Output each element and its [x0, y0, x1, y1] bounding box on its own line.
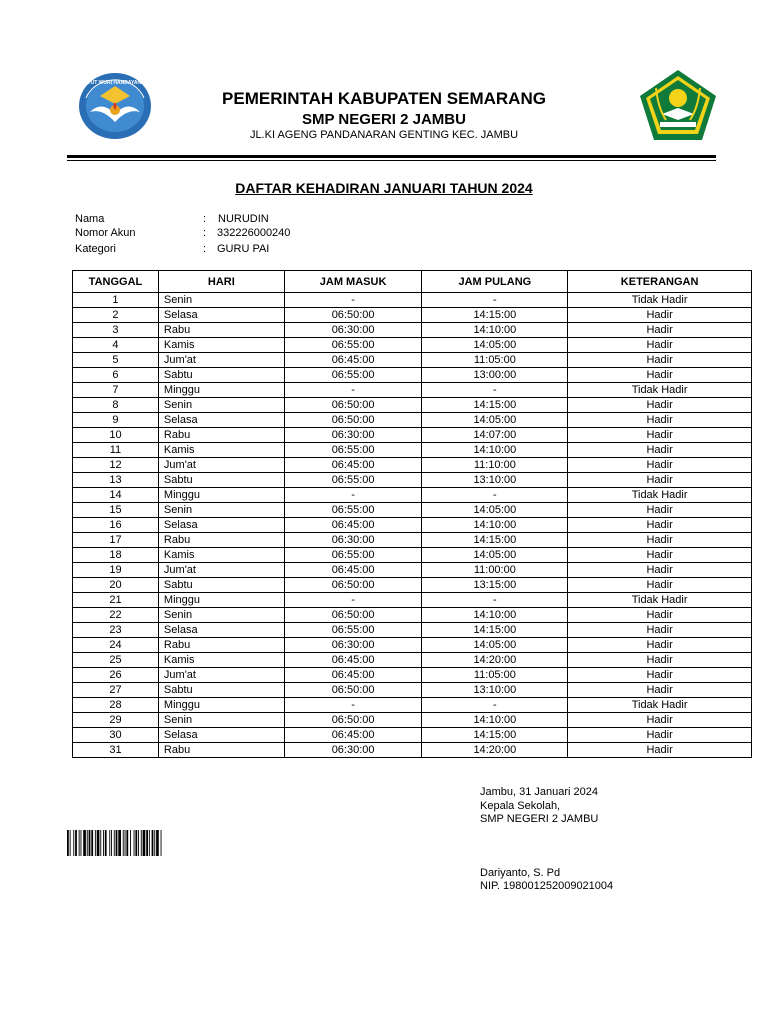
cell-keterangan: Hadir — [568, 338, 752, 353]
table-row — [73, 728, 752, 743]
cell-keterangan: Hadir — [568, 368, 752, 383]
cell-keterangan: Hadir — [568, 458, 752, 473]
cell-jam-pulang: 11:10:00 — [422, 458, 568, 473]
cell-keterangan: Hadir — [568, 323, 752, 338]
sign-name: Dariyanto, S. Pd — [480, 867, 561, 879]
cell-hari: Jum'at — [158, 668, 284, 683]
cell-keterangan: Hadir — [568, 413, 752, 428]
cell-jam-masuk: 06:55:00 — [284, 503, 422, 518]
cell-tanggal: 21 — [73, 593, 159, 608]
sign-place-date: Jambu, 31 Januari 2024 — [480, 786, 599, 798]
cell-keterangan: Hadir — [568, 608, 752, 623]
cell-jam-pulang: 14:10:00 — [422, 713, 568, 728]
cell-tanggal: 17 — [73, 533, 159, 548]
barcode-bar — [123, 830, 124, 856]
barcode-bar — [109, 830, 110, 856]
cell-keterangan: Tidak Hadir — [568, 488, 752, 503]
barcode-bar — [89, 830, 91, 856]
table-row — [73, 428, 752, 443]
cell-jam-masuk: - — [284, 488, 422, 503]
cell-jam-masuk: 06:55:00 — [284, 623, 422, 638]
cell-hari: Selasa — [158, 623, 284, 638]
cell-hari: Rabu — [158, 323, 284, 338]
cell-jam-pulang: 14:15:00 — [422, 308, 568, 323]
cell-keterangan: Hadir — [568, 578, 752, 593]
barcode-bar — [118, 830, 121, 856]
cell-hari: Senin — [158, 293, 284, 308]
barcode-bar — [100, 830, 101, 856]
barcode-bar — [130, 830, 131, 856]
document-title: DAFTAR KEHADIRAN JANUARI TAHUN 2024 — [235, 180, 533, 196]
cell-hari: Minggu — [158, 488, 284, 503]
cell-keterangan: Hadir — [568, 443, 752, 458]
cell-jam-masuk: 06:50:00 — [284, 578, 422, 593]
cell-keterangan: Hadir — [568, 503, 752, 518]
cell-jam-masuk: 06:50:00 — [284, 398, 422, 413]
table-row — [73, 398, 752, 413]
cell-jam-masuk: 06:30:00 — [284, 428, 422, 443]
barcode-bar — [97, 830, 100, 856]
table-row — [73, 698, 752, 713]
barcode-bar — [125, 830, 126, 856]
table-row — [73, 608, 752, 623]
cell-keterangan: Hadir — [568, 743, 752, 758]
table-row — [73, 713, 752, 728]
barcode-icon — [67, 830, 194, 856]
cell-jam-pulang: 14:10:00 — [422, 518, 568, 533]
account-row — [75, 226, 290, 240]
svg-text:TUT WURI HANDAYANI: TUT WURI HANDAYANI — [87, 80, 143, 86]
cell-keterangan: Hadir — [568, 533, 752, 548]
cell-tanggal: 7 — [73, 383, 159, 398]
table-row — [73, 443, 752, 458]
cell-tanggal: 14 — [73, 488, 159, 503]
cell-jam-pulang: 14:20:00 — [422, 653, 568, 668]
cell-jam-pulang: 13:10:00 — [422, 473, 568, 488]
barcode-bar — [152, 830, 154, 856]
table-body — [73, 293, 752, 758]
cell-hari: Senin — [158, 713, 284, 728]
cell-jam-masuk: 06:45:00 — [284, 668, 422, 683]
cell-jam-pulang: 13:10:00 — [422, 683, 568, 698]
cell-hari: Rabu — [158, 638, 284, 653]
table-row — [73, 383, 752, 398]
barcode-bar — [138, 830, 139, 856]
barcode-bar — [143, 830, 146, 856]
cell-tanggal: 29 — [73, 713, 159, 728]
cell-jam-pulang: 14:15:00 — [422, 728, 568, 743]
table-row — [73, 533, 752, 548]
barcode-bar — [105, 830, 107, 856]
barcode-bar — [161, 830, 162, 856]
cell-jam-pulang: 11:05:00 — [422, 668, 568, 683]
barcode-bar — [126, 830, 128, 856]
cell-jam-masuk: 06:50:00 — [284, 713, 422, 728]
cell-hari: Sabtu — [158, 473, 284, 488]
header-jam-masuk: JAM MASUK — [284, 271, 422, 293]
cell-keterangan: Hadir — [568, 548, 752, 563]
cell-hari: Selasa — [158, 728, 284, 743]
cell-tanggal: 5 — [73, 353, 159, 368]
cell-tanggal: 30 — [73, 728, 159, 743]
name-label: Nama — [75, 213, 105, 225]
cell-tanggal: 23 — [73, 623, 159, 638]
header-hari: HARI — [158, 271, 284, 293]
cell-jam-pulang: - — [422, 383, 568, 398]
table-row — [73, 458, 752, 473]
cell-hari: Kamis — [158, 443, 284, 458]
government-title: PEMERINTAH KABUPATEN SEMARANG — [222, 89, 546, 108]
cell-hari: Jum'at — [158, 353, 284, 368]
cell-keterangan: Hadir — [568, 683, 752, 698]
cell-keterangan: Hadir — [568, 398, 752, 413]
cell-hari: Minggu — [158, 593, 284, 608]
cell-keterangan: Hadir — [568, 653, 752, 668]
cell-hari: Selasa — [158, 413, 284, 428]
cell-jam-masuk: 06:45:00 — [284, 728, 422, 743]
cell-jam-pulang: - — [422, 293, 568, 308]
barcode-bar — [91, 830, 93, 856]
cell-tanggal: 18 — [73, 548, 159, 563]
attendance-table — [72, 270, 752, 758]
cell-keterangan: Hadir — [568, 428, 752, 443]
cell-keterangan: Hadir — [568, 563, 752, 578]
table-row — [73, 338, 752, 353]
barcode-bar — [146, 830, 148, 856]
sign-role: Kepala Sekolah, — [480, 800, 561, 812]
cell-jam-masuk: 06:30:00 — [284, 323, 422, 338]
cell-jam-pulang: - — [422, 698, 568, 713]
barcode-bar — [87, 830, 88, 856]
sign-school: SMP NEGERI 2 JAMBU — [480, 813, 599, 825]
table-row — [73, 668, 752, 683]
cell-jam-masuk: 06:50:00 — [284, 413, 422, 428]
cell-hari: Kamis — [158, 653, 284, 668]
barcode-bar — [116, 830, 118, 856]
cell-tanggal: 3 — [73, 323, 159, 338]
cell-keterangan: Hadir — [568, 308, 752, 323]
cell-jam-masuk: 06:55:00 — [284, 443, 422, 458]
cell-jam-masuk: 06:30:00 — [284, 743, 422, 758]
cell-keterangan: Hadir — [568, 518, 752, 533]
barcode-bar — [75, 830, 77, 856]
cell-jam-pulang: 14:15:00 — [422, 533, 568, 548]
cell-jam-pulang: 14:10:00 — [422, 323, 568, 338]
cell-jam-masuk: 06:45:00 — [284, 563, 422, 578]
table-row — [73, 353, 752, 368]
name-separator: : — [203, 213, 207, 225]
barcode-bar — [156, 830, 159, 856]
cell-keterangan: Hadir — [568, 728, 752, 743]
cell-jam-pulang: 14:05:00 — [422, 548, 568, 563]
barcode-bar — [111, 830, 112, 856]
barcode-bar — [154, 830, 155, 856]
cell-jam-masuk: 06:45:00 — [284, 653, 422, 668]
barcode-bar — [141, 830, 142, 856]
table-row — [73, 488, 752, 503]
header-rule-thin — [67, 160, 716, 161]
cell-jam-masuk: 06:45:00 — [284, 458, 422, 473]
cell-keterangan: Hadir — [568, 473, 752, 488]
cell-jam-masuk: - — [284, 293, 422, 308]
cell-jam-pulang: 14:15:00 — [422, 398, 568, 413]
header-jam-pulang: JAM PULANG — [422, 271, 568, 293]
table-header-row — [73, 271, 752, 293]
cell-tanggal: 2 — [73, 308, 159, 323]
cell-jam-masuk: 06:45:00 — [284, 353, 422, 368]
cell-tanggal: 13 — [73, 473, 159, 488]
cell-jam-masuk: 06:55:00 — [284, 338, 422, 353]
cell-tanggal: 22 — [73, 608, 159, 623]
cell-jam-pulang: 13:15:00 — [422, 578, 568, 593]
cell-hari: Senin — [158, 503, 284, 518]
table-row — [73, 638, 752, 653]
barcode-bar — [83, 830, 86, 856]
barcode-bar — [67, 830, 69, 856]
cell-jam-masuk: 06:55:00 — [284, 473, 422, 488]
cell-jam-pulang: 14:20:00 — [422, 743, 568, 758]
cell-hari: Kamis — [158, 338, 284, 353]
cell-hari: Jum'at — [158, 458, 284, 473]
account-value: 332226000240 — [217, 227, 291, 239]
cell-jam-pulang: 14:07:00 — [422, 428, 568, 443]
cell-jam-masuk: 06:50:00 — [284, 608, 422, 623]
table-row — [73, 518, 752, 533]
cell-hari: Rabu — [158, 428, 284, 443]
cell-hari: Rabu — [158, 743, 284, 758]
cell-hari: Senin — [158, 398, 284, 413]
table-row — [73, 578, 752, 593]
cell-hari: Sabtu — [158, 578, 284, 593]
cell-keterangan: Tidak Hadir — [568, 383, 752, 398]
cell-hari: Senin — [158, 608, 284, 623]
table-row — [73, 683, 752, 698]
cell-tanggal: 31 — [73, 743, 159, 758]
cell-jam-pulang: - — [422, 593, 568, 608]
cell-jam-masuk: - — [284, 698, 422, 713]
identity-block — [75, 212, 290, 256]
cell-hari: Rabu — [158, 533, 284, 548]
category-label: Kategori — [75, 243, 116, 255]
cell-keterangan: Tidak Hadir — [568, 593, 752, 608]
sign-nip: NIP. 198001252009021004 — [480, 880, 614, 892]
cell-keterangan: Hadir — [568, 713, 752, 728]
account-label: Nomor Akun — [75, 227, 136, 239]
cell-tanggal: 10 — [73, 428, 159, 443]
name-row — [75, 212, 290, 226]
header-rule-thick — [67, 155, 716, 158]
cell-jam-pulang: 14:05:00 — [422, 503, 568, 518]
barcode-bar — [134, 830, 135, 856]
school-address: JL.KI AGENG PANDANARAN GENTING KEC. JAMBU — [249, 129, 519, 141]
table-row — [73, 308, 752, 323]
barcode-bar — [70, 830, 71, 856]
cell-hari: Minggu — [158, 383, 284, 398]
cell-tanggal: 9 — [73, 413, 159, 428]
category-row — [75, 242, 290, 256]
cell-tanggal: 19 — [73, 563, 159, 578]
cell-hari: Jum'at — [158, 563, 284, 578]
cell-hari: Sabtu — [158, 683, 284, 698]
cell-tanggal: 28 — [73, 698, 159, 713]
table-row — [73, 623, 752, 638]
barcode-bar — [135, 830, 137, 856]
cell-hari: Sabtu — [158, 368, 284, 383]
cell-jam-pulang: - — [422, 488, 568, 503]
barcode-bar — [149, 830, 150, 856]
cell-jam-masuk: 06:55:00 — [284, 548, 422, 563]
account-separator: : — [203, 227, 207, 239]
cell-hari: Selasa — [158, 518, 284, 533]
cell-keterangan: Hadir — [568, 623, 752, 638]
cell-tanggal: 4 — [73, 338, 159, 353]
category-separator: : — [203, 243, 207, 255]
header-tanggal: TANGGAL — [73, 271, 159, 293]
table-row — [73, 413, 752, 428]
table-row — [73, 473, 752, 488]
cell-keterangan: Hadir — [568, 638, 752, 653]
cell-tanggal: 25 — [73, 653, 159, 668]
school-name: SMP NEGERI 2 JAMBU — [302, 111, 466, 128]
cell-jam-masuk: 06:30:00 — [284, 638, 422, 653]
cell-jam-masuk: 06:30:00 — [284, 533, 422, 548]
table-row — [73, 368, 752, 383]
cell-keterangan: Tidak Hadir — [568, 293, 752, 308]
cell-jam-masuk: - — [284, 383, 422, 398]
cell-jam-masuk: 06:45:00 — [284, 518, 422, 533]
barcode-bar — [81, 830, 82, 856]
category-value: GURU PAI — [217, 243, 270, 255]
cell-tanggal: 12 — [73, 458, 159, 473]
cell-jam-pulang: 13:00:00 — [422, 368, 568, 383]
table-row — [73, 743, 752, 758]
cell-jam-pulang: 11:00:00 — [422, 563, 568, 578]
barcode-bar — [79, 830, 80, 856]
cell-tanggal: 16 — [73, 518, 159, 533]
cell-jam-pulang: 14:05:00 — [422, 413, 568, 428]
cell-jam-pulang: 14:10:00 — [422, 608, 568, 623]
cell-jam-pulang: 14:15:00 — [422, 623, 568, 638]
cell-tanggal: 8 — [73, 398, 159, 413]
cell-tanggal: 15 — [73, 503, 159, 518]
cell-keterangan: Hadir — [568, 353, 752, 368]
table-row — [73, 293, 752, 308]
cell-tanggal: 20 — [73, 578, 159, 593]
table-row — [73, 593, 752, 608]
barcode-bar — [114, 830, 115, 856]
name-value: NURUDIN — [218, 213, 269, 225]
cell-hari: Kamis — [158, 548, 284, 563]
barcode-bar — [73, 830, 74, 856]
cell-jam-masuk: 06:50:00 — [284, 683, 422, 698]
cell-jam-pulang: 14:05:00 — [422, 338, 568, 353]
table-row — [73, 563, 752, 578]
cell-jam-masuk: 06:50:00 — [284, 308, 422, 323]
table-row — [73, 548, 752, 563]
cell-keterangan: Hadir — [568, 668, 752, 683]
table-row — [73, 323, 752, 338]
cell-tanggal: 1 — [73, 293, 159, 308]
cell-jam-pulang: 14:05:00 — [422, 638, 568, 653]
cell-tanggal: 6 — [73, 368, 159, 383]
cell-tanggal: 11 — [73, 443, 159, 458]
cell-jam-pulang: 14:10:00 — [422, 443, 568, 458]
cell-tanggal: 27 — [73, 683, 159, 698]
barcode-bar — [103, 830, 104, 856]
cell-tanggal: 24 — [73, 638, 159, 653]
cell-jam-masuk: 06:55:00 — [284, 368, 422, 383]
cell-jam-pulang: 11:05:00 — [422, 353, 568, 368]
cell-keterangan: Tidak Hadir — [568, 698, 752, 713]
table-row — [73, 653, 752, 668]
header-keterangan: KETERANGAN — [568, 271, 752, 293]
barcode-bar — [95, 830, 96, 856]
table-row — [73, 503, 752, 518]
cell-jam-masuk: - — [284, 593, 422, 608]
cell-hari: Minggu — [158, 698, 284, 713]
cell-hari: Selasa — [158, 308, 284, 323]
cell-tanggal: 26 — [73, 668, 159, 683]
